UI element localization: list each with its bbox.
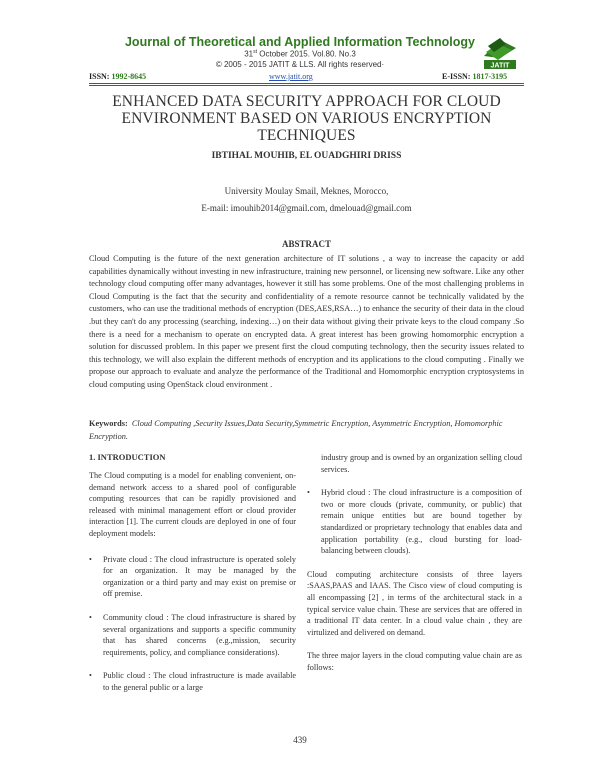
keywords-label: Keywords: (89, 419, 128, 428)
author-affiliation: University Moulay Smail, Meknes, Morocco, (224, 186, 389, 196)
bullet-dot: • (89, 671, 92, 681)
journal-copyright: © 2005 - 2015 JATIT & LLS. All rights reserved· (215, 60, 385, 69)
header-rule-top (89, 83, 524, 84)
eissn (442, 72, 507, 81)
bullet-hybrid-text: Hybrid cloud : The cloud infrastructure is a composition of two or more clouds (private, community, or public) that remain unique entities but are bound together by standardized or proprietary technology that enables data and application portability (e.g., cloud bursting for load-balancing between clouds). (321, 488, 522, 556)
section-heading-introduction: 1. INTRODUCTION (89, 452, 166, 462)
jatit-logo (478, 34, 522, 74)
paper-authors: IBTIHAL MOUHIB, EL OUADGHIRI DRISS (211, 151, 402, 161)
abstract-heading: ABSTRACT (281, 239, 331, 249)
issn-value: 1992-8645 (111, 72, 147, 81)
abstract-text: Cloud Computing is the future of the next generation architecture of IT solutions , a way to increase the capacity or add capabilities dynamically without investing in new infrastructure, training new personnel, or licensing new software. Like any other technology cloud computing offer many advantages, however it still has some problems. One of the most challenging problems in Cloud Computing is the fact that the security and confidentiality of a remote resource cannot be technically validated by the customers, who can use the traditional methods of encryption (DES,AES,RSA…) to enhance the security of their data in the cloud .but they can't do any processing (searching, indexing…) on their data without giving their private keys to the cloud company .So there is a need for a mechanism to operate on encrypted data. A great interest has been growing homomorphic encryption a solution for discussed problem. In this paper we present first the cloud computing technology, then the security issues related to this technology, we will also explain the different methods of encryption and its applications to the cloud computing . Finally we propose our approach to evaluate and analyze the performance of the Traditional and Homomorphic encryption cryptosystems in cloud computing using OpenStack cloud environment . (89, 254, 524, 389)
keywords (89, 418, 524, 443)
bullet-dot: • (89, 612, 92, 622)
bullet-private-text: Private cloud : The cloud infrastructure is operated solely for an organization. It may be managed by the organization or a third party and may exist on premise or off premise. (103, 554, 296, 599)
eissn-label: E-ISSN: (442, 72, 473, 81)
date-suffix: st (253, 49, 258, 55)
journal-website-link[interactable]: www.jatit.org (269, 72, 313, 81)
bullet-hybrid-cloud (307, 487, 522, 557)
keywords-list: Cloud Computing ,Security Issues,Data Security,Symmetric Encryption, Asymmetric Encryption, Homomorphic Encryption. (89, 419, 503, 441)
logo-text: JATIT (490, 62, 510, 70)
eissn-value: 1817-3195 (472, 72, 508, 81)
date-rest: October 2015. Vol.80. No.3 (257, 49, 356, 59)
right-column (307, 452, 522, 674)
layers-paragraph: The three major layers in the cloud computing value chain are as follows: (307, 651, 522, 672)
bullet-community-text: Community cloud : The cloud infrastructure is shared by several organizations and supports a specific community that has shared concerns (e.g.,mission, security requirements, policy, and compliance considerations). (103, 612, 296, 657)
issn (89, 72, 146, 81)
page-number: 439 (293, 735, 307, 745)
bullet-community-cloud (89, 612, 296, 658)
bullet-dot: • (89, 554, 92, 564)
journal-title: Journal of Theoretical and Applied Information Technology (124, 35, 476, 49)
public-cloud-continued: industry group and is owned by an organization selling cloud services. (321, 453, 522, 474)
bullet-dot: • (307, 488, 310, 498)
paper-title: ENHANCED DATA SECURITY APPROACH FOR CLOUD ENVIRONMENT BASED ON VARIOUS ENCRYPTION TECHNIQUES (112, 93, 501, 144)
intro-paragraph: The Cloud computing is a model for enabling convenient, on-demand network access to a shared pool of configurable computing resources that can be rapidly provisioned and released with minimal management effort or cloud provider interaction [1]. The current clouds are deployed in one of four deployment models: (89, 471, 296, 538)
header-rule-bottom (89, 85, 524, 86)
bullet-public-text: Public cloud : The cloud infrastructure is made available to the general public or a large (103, 671, 296, 692)
architecture-paragraph: Cloud computing architecture consists of three layers :SAAS,PAAS and IAAS. The Cisco view of cloud computing is all encompassing [2] , in terms of the architectural stack in a typical service value chain. These are services that are offered in a traditional IT data center. In a cloud value chain , they are virtulized and delivered on demand. (307, 569, 522, 637)
left-column (89, 470, 296, 694)
bullet-public-cloud (89, 670, 296, 693)
author-email: E-mail: imouhib2014@gmail.com, dmelouad@gmail.com (201, 203, 412, 213)
issn-label: ISSN: (89, 72, 112, 81)
date-day: 31 (244, 49, 254, 59)
bullet-private-cloud (89, 554, 296, 600)
